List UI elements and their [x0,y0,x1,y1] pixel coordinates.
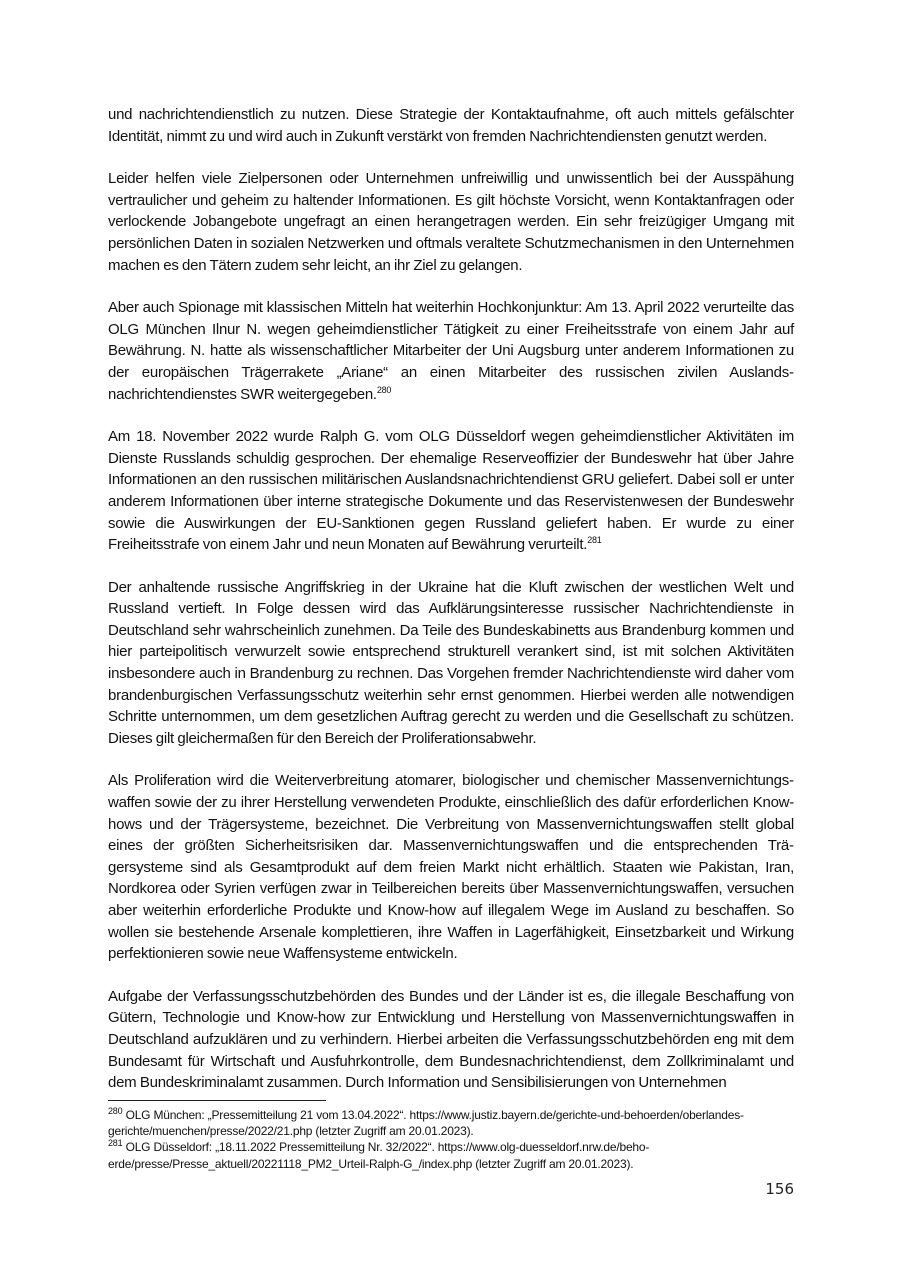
paragraph-4 [108,426,794,556]
footnote-text: OLG München: „Pressemitteilung 21 vom 13.04.2022“. https://www.justiz.bayern.de/gerichte-und-behoerden/oberlandesgerichte/muenchen/presse/2022/21.php (letzter Zugriff am 20.01.2023). [108,1108,744,1139]
footnote-separator [108,1100,326,1101]
footnote-number: 280 [108,1106,123,1116]
paragraph-text: Aufgabe der Verfassungsschutzbehörden des Bundes und der Länder ist es, die illegale Beschaffung von Gütern, Technologie und Know-how zur Entwicklung und Herstellung von Massenvernichtungswaffen in Deutschland aufzuklären und zu verhindern. Hierbei arbeiten die Verfassungsschutzbehörden eng mit dem Bundesamt für Wirtschaft und Ausfuhrkontrolle, dem Bundesnachrichtendienst, dem Zollkriminalamt und dem Bundeskriminalamt zusammen. Durch Information und Sensibilisierungen von Unternehmen [108,987,794,1092]
footnote-281 [108,1139,798,1171]
footnote-ref-281[interactable]: 281 [587,535,602,546]
footnotes [108,1107,798,1172]
paragraph-2 [108,168,794,276]
paragraph-7 [108,986,794,1094]
paragraph-text: Leider helfen viele Zielpersonen oder Unternehmen unfreiwillig und unwissentlich bei der Ausspähung vertraulicher und geheim zu haltender Informationen. Es gilt höchste Vorsicht, wenn Kontaktanfragen oder verlockende Jobangebote ungefragt an einen herangetragen werden. Ein sehr freizügiger Umgang mit persönlichen Daten in sozialen Netzwerken und oftmals veraltete Schutzmechanismen in den Unternehmen machen es den Tätern zudem sehr leicht, an ihr Ziel zu gelangen. [108,170,794,274]
paragraph-text: Der anhaltende russische Angriffskrieg in der Ukraine hat die Kluft zwischen der westlichen Welt und Russland vertieft. In Folge dessen wird das Aufklärungsinteresse russischer Nachrichtendienste in Deutschland sehr wahrscheinlich zunehmen. Da Teile des Bundeskabinetts aus Brandenburg kommen und hier parteipolitisch verwurzelt sowie entsprechend strukturell verankert sind, ist mit solchen Aktivitäten insbesondere auch in Brandenburg zu rechnen. Das Vorgehen fremder Nachrichtendienste wird daher vom brandenburgischen Verfassungsschutz weiterhin sehr ernst genommen. Hierbei werden alle notwendigen Schritte unternommen, um dem gesetzlichen Auftrag gerecht zu werden und die Gesellschaft zu schützen. Dieses gilt gleichermaßen für den Bereich der Proliferationsabwehr. [108,578,794,747]
paragraph-text: Am 18. November 2022 wurde Ralph G. vom OLG Düsseldorf wegen geheimdienstlicher Aktivitäten im Dienste Russlands schuldig gesprochen. Der ehemalige Reserveoffizier der Bundeswehr hat über Jahre Informationen an den russischen militärischen Auslandsnachrichtendienst GRU geliefert. Dabei soll er unter anderem Informationen über interne strategische Dokumente und das Reservistenwesen der Bundeswehr sowie die Auswirkungen der EU-Sanktionen gegen Russland geliefert haben. Er wurde zu einer Freiheitsstrafe von einem Jahr und neun Monaten auf Bewährung verurteilt. [108,428,794,554]
paragraph-6 [108,770,794,964]
paragraph-text: Als Proliferation wird die Weiterverbreitung atomarer, biologischer und chemischer Massenvernichtungswaffen sowie der zu ihrer Herstellung verwendeten Produkte, einschließlich des dafür erforderlichen Know-hows und der Trägersysteme, bezeichnet. Die Verbreitung von Massenvernichtungswaffen stellt global eines der größten Sicherheitsrisiken dar. Massenvernichtungswaffen und die entsprechenden Trägersysteme sind als Gesamtprodukt auf dem freien Markt nicht erhältlich. Staaten wie Pakistan, Iran, Nordkorea oder Syrien verfügen zwar in Teilbereichen bereits über Massenvernichtungswaffen, versuchen aber weiterhin erforderliche Produkte und Know-how auf illegalem Wege im Ausland zu beschaffen. So wollen sie bestehende Arsenale komplettieren, ihre Waffen in Lagerfähigkeit, Einsetzbarkeit und Wirkung perfektionieren sowie neue Waffensysteme entwickeln. [108,772,794,963]
paragraph-text: Aber auch Spionage mit klassischen Mitteln hat weiterhin Hochkonjunktur: Am 13. April 2022 verurteilte das OLG München Ilnur N. wegen geheimdienstlicher Tätigkeit zu einer Freiheitsstrafe von einem Jahr auf Bewährung. N. hatte als wissenschaftlicher Mitarbeiter der Uni Augsburg unter anderem Informationen zu der europäischen Trägerrakete „Ariane“ an einen Mitarbeiter des russischen zivilen Auslandsnachrichtendienstes SWR weitergegeben. [108,299,794,403]
footnote-280 [108,1107,798,1139]
paragraph-5 [108,577,794,750]
footnote-number: 281 [108,1138,123,1149]
paragraph-text: und nachrichtendienstlich zu nutzen. Diese Strategie der Kontaktaufnahme, oft auch mittels gefälschter Identität, nimmt zu und wird auch in Zukunft verstärkt von fremden Nachrichtendiensten genutzt werden. [108,106,794,145]
footnote-text: OLG Düsseldorf: „18.11.2022 Pressemitteilung Nr. 32/2022“. https://www.olg-duesseldorf.nrw.de/behoerde/presse/Presse_aktuell/20221118_PM2_Urteil-Ralph-G_/index.php (letzter Zugriff am 20.01.2023). [108,1140,650,1171]
page-number: 156 [765,1180,794,1198]
paragraph-1 [108,104,794,147]
footnote-ref-280[interactable]: 280 [376,384,392,395]
paragraph-3 [108,297,794,405]
body-text [108,104,794,1115]
